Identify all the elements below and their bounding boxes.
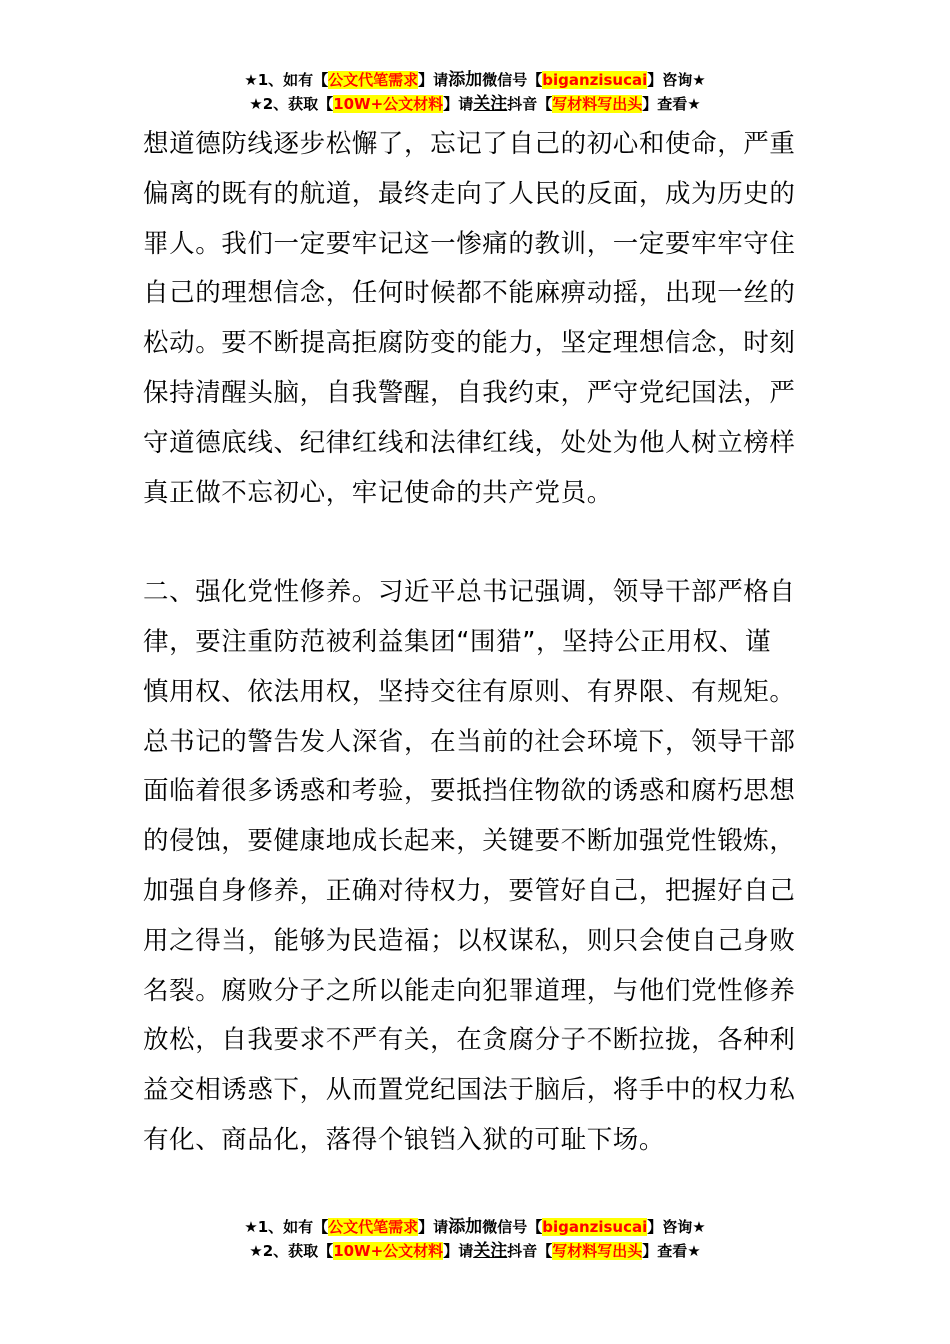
text-line: 想道德防线逐步松懈了，忘记了自己的初心和使命，严重: [143, 129, 796, 159]
banner-line-1: ★1、如有【公文代笔需求】请添加微信号【biganzisucai】咨询★: [244, 70, 706, 90]
paragraph-1: [143, 120, 811, 518]
text-line: 守道德底线、纪律红线和法律红线，处处为他人树立榜样: [143, 427, 796, 458]
banner-douyin-id: 写材料写出头: [552, 1242, 643, 1260]
banner-wechat-id: biganzisucai: [542, 1218, 648, 1236]
text-line: 偏离的既有的航道，最终走向了人民的反面，成为历史的: [143, 178, 796, 209]
banner-highlight: 10W+公文材料: [333, 1242, 444, 1260]
text-line: 慎用权、依法用权，坚持交往有原则、有界限、有规矩。: [143, 676, 796, 707]
text-line: 律，要注重防范被利益集团“围猎”，坚持公正用权、谨: [143, 626, 771, 657]
text-line: 的侵蚀，要健康地成长起来，关键要不断加强党性锻炼，: [143, 826, 796, 857]
banner-douyin-id: 写材料写出头: [552, 95, 643, 113]
paragraph-gap: [143, 518, 811, 568]
footer-banner: [0, 1215, 950, 1263]
text-line: 二、强化党性修养。习近平总书记强调，领导干部严格自: [143, 577, 796, 608]
text-line: 用之得当，能够为民造福；以权谋私，则只会使自己身败: [143, 925, 796, 956]
text-line: 有化、商品化，落得个锒铛入狱的可耻下场。: [143, 1124, 666, 1155]
text-line: 名裂。腐败分子之所以能走向犯罪道理，与他们党性修养: [143, 975, 796, 1006]
text-line: 保持清醒头脑，自我警醒，自我约束，严守党纪国法，严: [143, 377, 796, 408]
document-body: [143, 120, 811, 1166]
banner-highlight: 公文代笔需求: [328, 71, 419, 89]
banner-line-2: ★2、获取【10W+公文材料】请关注抖音【写材料写出头】查看★: [249, 94, 701, 114]
text-line: 益交相诱惑下，从而置党纪国法于脑后，将手中的权力私: [143, 1075, 796, 1106]
banner-line-1: ★1、如有【公文代笔需求】请添加微信号【biganzisucai】咨询★: [244, 1217, 706, 1237]
banner-line-2: ★2、获取【10W+公文材料】请关注抖音【写材料写出头】查看★: [249, 1241, 701, 1261]
text-line: 真正做不忘初心，牢记使命的共产党员。: [143, 477, 613, 508]
banner-highlight: 10W+公文材料: [333, 95, 444, 113]
text-line: 松动。要不断提高拒腐防变的能力，坚定理想信念，时刻: [143, 328, 796, 359]
banner-highlight: 公文代笔需求: [328, 1218, 419, 1236]
text-line: 罪人。我们一定要牢记这一惨痛的教训，一定要牢牢守住: [143, 228, 796, 259]
header-banner: [0, 68, 950, 116]
text-line: 面临着很多诱惑和考验，要抵挡住物欲的诱惑和腐朽思想: [143, 776, 796, 807]
text-line: 加强自身修养，正确对待权力，要管好自己，把握好自己: [143, 875, 796, 906]
text-line: 自己的理想信念，任何时候都不能麻痹动摇，出现一丝的: [143, 278, 796, 309]
banner-wechat-id: biganzisucai: [542, 71, 648, 89]
text-line: 放松，自我要求不严有关，在贪腐分子不断拉拢，各种利: [143, 1025, 796, 1056]
text-line: 总书记的警告发人深省，在当前的社会环境下，领导干部: [143, 726, 796, 757]
paragraph-2: [143, 568, 811, 1166]
